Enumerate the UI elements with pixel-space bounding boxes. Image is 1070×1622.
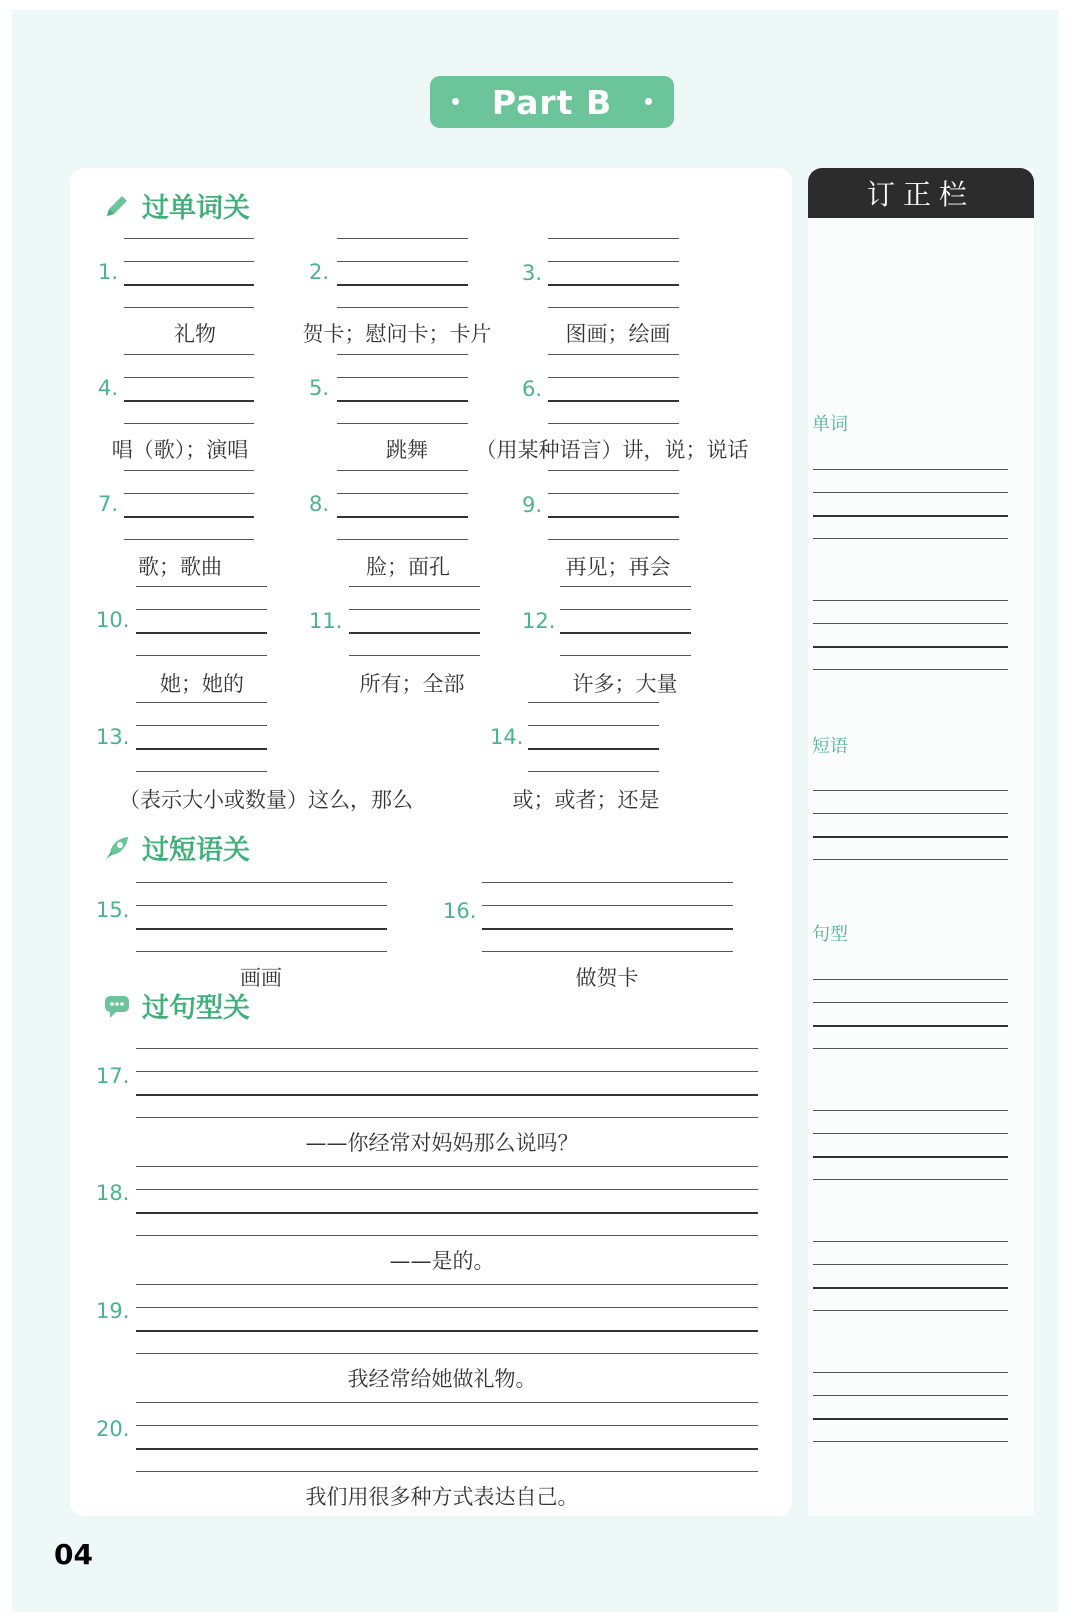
sidebar-label-phrases (812, 732, 848, 758)
guide-line (548, 539, 679, 540)
item-number: 9. (522, 493, 543, 517)
item-number: 13. (96, 725, 130, 749)
guide-line (124, 354, 254, 355)
badge-dot-right (645, 98, 652, 105)
sentence-hint: 我们用很多种方式表达自己。 (305, 1485, 579, 1509)
word-hint: 贺卡；慰问卡；卡片 (302, 322, 492, 346)
section-title-phrases (102, 828, 250, 867)
answer-line-18[interactable] (136, 1212, 758, 1214)
item-number: 8. (309, 492, 330, 516)
guide-line (136, 882, 387, 883)
sidebar-line (813, 1264, 1008, 1265)
item-number: 6. (522, 377, 543, 401)
word-hint: 再见；再会 (565, 555, 671, 579)
answer-line-2[interactable] (337, 284, 468, 286)
sidebar-line (813, 623, 1008, 624)
guide-line (482, 882, 733, 883)
answer-line-4[interactable] (124, 400, 254, 402)
guide-line (136, 1166, 758, 1167)
answer-line-11[interactable] (349, 632, 480, 634)
word-hint: 许多；大量 (572, 672, 678, 696)
sidebar-line (813, 1133, 1008, 1134)
guide-line (136, 1471, 758, 1472)
guide-line (136, 1284, 758, 1285)
answer-line-15[interactable] (136, 928, 387, 930)
item-number: 1. (98, 260, 119, 284)
guide-line (548, 261, 679, 262)
sidebar-line (813, 790, 1008, 791)
item-number: 19. (96, 1299, 130, 1323)
sidebar-line (813, 1310, 1008, 1311)
word-hint: 所有；全部 (359, 672, 465, 696)
guide-line (124, 238, 254, 239)
answer-line-5[interactable] (337, 400, 468, 402)
word-hint: 脸；面孔 (366, 555, 450, 579)
guide-line (136, 1425, 758, 1426)
answer-line-10[interactable] (136, 632, 267, 634)
guide-line (548, 470, 679, 471)
item-number: 14. (490, 725, 524, 749)
section-title-sentences (102, 986, 250, 1025)
guide-line (136, 1307, 758, 1308)
word-hint: 她；她的 (160, 672, 244, 696)
guide-line (548, 307, 679, 308)
item-number: 10. (96, 608, 130, 632)
item-number: 17. (96, 1064, 130, 1088)
guide-line (136, 1071, 758, 1072)
guide-line (136, 905, 387, 906)
sidebar-answer-line[interactable] (813, 1287, 1008, 1289)
guide-line (528, 702, 659, 703)
answer-line-3[interactable] (548, 284, 679, 286)
word-hint: 跳舞 (386, 438, 428, 462)
guide-line (124, 539, 254, 540)
word-hint: 礼物 (174, 322, 216, 346)
guide-line (337, 307, 468, 308)
sentence-hint: 我经常给她做礼物。 (347, 1367, 537, 1391)
section-title-words-text: 过单词关 (142, 193, 250, 224)
sidebar-line (813, 538, 1008, 539)
guide-line (124, 307, 254, 308)
rocket-icon (102, 833, 132, 863)
guide-line (337, 238, 468, 239)
guide-line (548, 377, 679, 378)
sidebar-answer-line[interactable] (813, 646, 1008, 648)
answer-line-9[interactable] (548, 516, 679, 518)
item-number: 20. (96, 1417, 130, 1441)
guide-line (482, 905, 733, 906)
guide-line (136, 725, 267, 726)
answer-line-14[interactable] (528, 748, 659, 750)
sidebar-line (813, 979, 1008, 980)
answer-line-16[interactable] (482, 928, 733, 930)
guide-line (337, 470, 468, 471)
answer-line-13[interactable] (136, 748, 267, 750)
word-hint: （表示大小或数量）这么，那么 (119, 788, 413, 812)
item-number: 3. (522, 261, 543, 285)
word-hint: 歌；歌曲 (138, 555, 222, 579)
sidebar-label-phrases-text: 短语 (812, 736, 848, 757)
item-number: 5. (309, 376, 330, 400)
answer-line-7[interactable] (124, 516, 254, 518)
answer-line-6[interactable] (548, 400, 679, 402)
guide-line (124, 470, 254, 471)
part-badge (430, 76, 674, 128)
sidebar-line (813, 1179, 1008, 1180)
item-number: 18. (96, 1181, 130, 1205)
guide-line (337, 423, 468, 424)
answer-line-19[interactable] (136, 1330, 758, 1332)
guide-line (560, 609, 691, 610)
sentence-hint: ——你经常对妈妈那么说吗？ (305, 1131, 579, 1155)
sidebar-line (813, 469, 1008, 470)
pencil-icon (102, 191, 132, 221)
sidebar-label-words-text: 单词 (812, 414, 848, 435)
answer-line-1[interactable] (124, 284, 254, 286)
guide-line (136, 1117, 758, 1118)
part-label: Part B (491, 82, 613, 122)
sidebar-title: 订正栏 (808, 168, 1034, 218)
guide-line (349, 609, 480, 610)
guide-line (548, 354, 679, 355)
word-hint: 唱（歌）；演唱 (111, 438, 249, 462)
item-number: 7. (98, 492, 119, 516)
guide-line (528, 771, 659, 772)
guide-line (349, 655, 480, 656)
sidebar-line (813, 669, 1008, 670)
guide-line (482, 951, 733, 952)
word-hint: 或；或者；还是 (512, 788, 660, 812)
answer-line-20[interactable] (136, 1448, 758, 1450)
sidebar-line (813, 813, 1008, 814)
item-number: 12. (522, 609, 556, 633)
guide-line (136, 1235, 758, 1236)
guide-line (337, 493, 468, 494)
answer-line-8[interactable] (337, 516, 468, 518)
section-title-sentences-text: 过句型关 (142, 993, 250, 1024)
guide-line (124, 377, 254, 378)
guide-line (548, 423, 679, 424)
section-title-words (102, 186, 250, 225)
guide-line (528, 725, 659, 726)
sidebar-line (813, 1395, 1008, 1396)
guide-line (124, 423, 254, 424)
sidebar-answer-line[interactable] (813, 1418, 1008, 1420)
guide-line (548, 238, 679, 239)
sidebar-answer-line[interactable] (813, 1156, 1008, 1158)
guide-line (136, 609, 267, 610)
guide-line (560, 655, 691, 656)
sentence-hint: ——是的。 (389, 1249, 495, 1273)
guide-line (136, 1048, 758, 1049)
guide-line (136, 771, 267, 772)
guide-line (136, 1402, 758, 1403)
sidebar-answer-line[interactable] (813, 836, 1008, 838)
sidebar-line (813, 1002, 1008, 1003)
sidebar-line (813, 1048, 1008, 1049)
sidebar-answer-line[interactable] (813, 515, 1008, 517)
guide-line (560, 586, 691, 587)
sidebar-line (813, 600, 1008, 601)
sidebar-line (813, 859, 1008, 860)
guide-line (124, 493, 254, 494)
guide-line (337, 354, 468, 355)
item-number: 2. (309, 260, 330, 284)
section-title-phrases-text: 过短语关 (142, 835, 250, 866)
phrase-hint: 做贺卡 (575, 966, 639, 990)
guide-line (136, 1189, 758, 1190)
phrase-hint: 画画 (240, 966, 282, 990)
sidebar-line (813, 492, 1008, 493)
guide-line (136, 655, 267, 656)
page-number: 04 (54, 1538, 93, 1571)
sidebar-label-words (812, 410, 848, 436)
guide-line (337, 377, 468, 378)
word-hint: 图画；绘画 (565, 322, 671, 346)
guide-line (124, 261, 254, 262)
sidebar-answer-line[interactable] (813, 1025, 1008, 1027)
guide-line (136, 586, 267, 587)
correction-sidebar (808, 168, 1034, 1516)
sidebar-label-sentences (812, 920, 848, 946)
item-number: 4. (98, 376, 119, 400)
guide-line (548, 493, 679, 494)
sidebar-line (813, 1441, 1008, 1442)
item-number: 11. (309, 609, 343, 633)
item-number: 15. (96, 898, 130, 922)
sidebar-line (813, 1241, 1008, 1242)
item-number: 16. (443, 899, 477, 923)
guide-line (136, 702, 267, 703)
guide-line (136, 1353, 758, 1354)
guide-line (337, 539, 468, 540)
guide-line (349, 586, 480, 587)
chat-bubble-icon (102, 991, 132, 1021)
answer-line-17[interactable] (136, 1094, 758, 1096)
sidebar-line (813, 1372, 1008, 1373)
sidebar-label-sentences-text: 句型 (812, 924, 848, 945)
sidebar-line (813, 1110, 1008, 1111)
word-hint: （用某种语言）讲，说；说话 (475, 438, 749, 462)
guide-line (337, 261, 468, 262)
answer-line-12[interactable] (560, 632, 691, 634)
badge-dot-left (452, 98, 459, 105)
guide-line (136, 951, 387, 952)
